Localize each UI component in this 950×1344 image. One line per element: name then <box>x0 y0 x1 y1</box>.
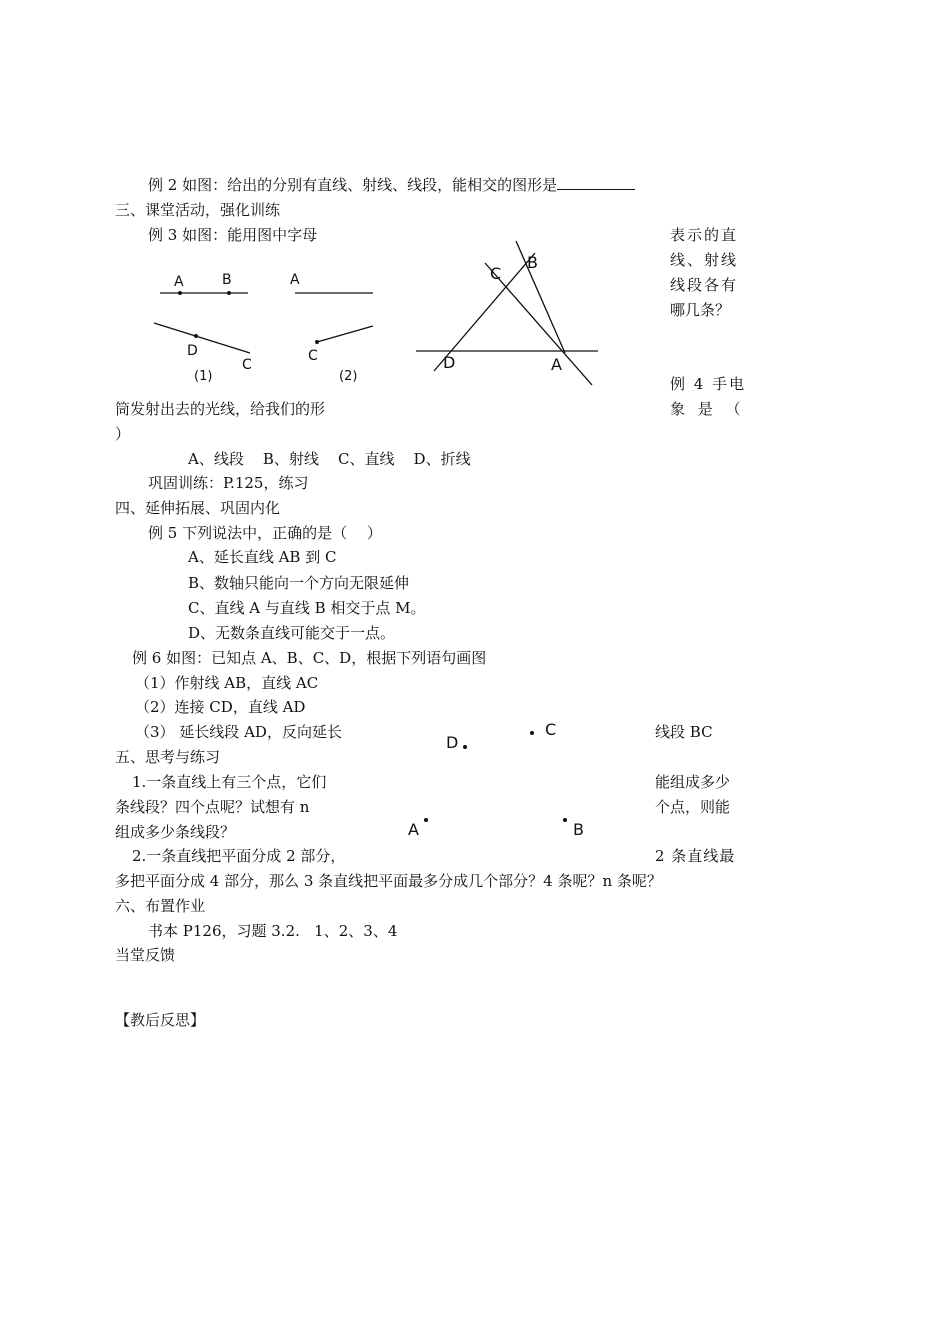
example4-close-paren: ） <box>115 425 131 443</box>
point-a-label: A <box>408 820 419 839</box>
feedback-label: 当堂反馈 <box>115 946 176 964</box>
example4-options: A、线段 B、射线 C、直线 D、折线 <box>188 450 471 468</box>
caption-2: (2) <box>339 369 358 384</box>
homework-text: 书本 P126，习题 3.2. 1、2、3、4 <box>148 922 398 940</box>
segment-dc <box>154 323 250 353</box>
q1-line2-left: 条线段？四个点呢？试想有 n <box>115 798 310 816</box>
example4-text-right-1: 例 4 手电 <box>670 375 747 393</box>
q1-line1-left: 1.一条直线上有三个点，它们 <box>132 773 327 791</box>
point-a-dot <box>178 291 182 295</box>
section4-heading: 四、延伸拓展、巩固内化 <box>115 499 281 517</box>
q1-line2-right: 个点，则能 <box>655 798 731 816</box>
example2-text: 例 2 如图：给出的分别有直线、射线、线段，能相交的图形是 <box>148 176 558 194</box>
reflection-label: 【教后反思】 <box>115 1011 206 1029</box>
label-c: C <box>308 348 318 364</box>
q1-line3: 组成多少条线段？ <box>115 823 236 841</box>
example5-option-b: B、数轴只能向一个方向无限延伸 <box>188 574 410 592</box>
label-a: A <box>290 272 300 288</box>
q2-line2: 多把平面分成 4 部分，那么 3 条直线把平面最多分成几个部分？4 条呢？n 条呢？ <box>115 872 662 890</box>
label-c: C <box>490 264 502 283</box>
label-d: D <box>187 343 198 359</box>
example4-text-right-2: 象 是 （ <box>670 400 741 418</box>
example5-option-a: A、延长直线 AB 到 C <box>188 548 337 566</box>
point-b-dot <box>563 818 567 822</box>
example3-text-right-4: 哪几条？ <box>670 301 731 319</box>
example5-option-c: C、直线 A 与直线 B 相交于点 M。 <box>188 599 426 617</box>
point-b-dot <box>227 291 231 295</box>
segment-ba <box>516 241 565 353</box>
example6-question: 例 6 如图：已知点 A、B、C、D，根据下列语句画图 <box>132 649 487 667</box>
label-d: D <box>443 353 456 372</box>
example5-option-d: D、无数条直线可能交于一点。 <box>188 624 396 642</box>
point-d-label: D <box>446 733 459 752</box>
point-b-label: B <box>573 820 584 839</box>
example3-text-left: 例 3 如图：能用图中字母 <box>148 226 318 244</box>
point-c-dot <box>530 731 534 735</box>
caption-1: (1) <box>194 369 213 384</box>
label-b: B <box>222 272 232 288</box>
example4-text-left: 筒发射出去的光线，给我们的形 <box>115 400 326 418</box>
example6-step3-right: 线段 BC <box>655 723 713 741</box>
label-a: A <box>174 274 184 290</box>
example6-step2: （2）连接 CD，直线 AD <box>135 698 306 716</box>
figure-1 <box>150 265 260 385</box>
example3-text-right-3: 线段各有 <box>670 276 739 294</box>
q2-line1-right: 2 条直线最 <box>655 847 736 865</box>
practice-text: 巩固训练：P.125，练习 <box>148 474 309 492</box>
example6-step3-left: （3） 延长线段 AD，反向延长 <box>135 723 342 741</box>
example3-text-right-1: 表示的直 <box>670 226 739 244</box>
label-c: C <box>242 357 252 373</box>
q1-line1-right: 能组成多少 <box>655 773 731 791</box>
section6-heading: 六、布置作业 <box>115 897 206 915</box>
label-a: A <box>551 355 562 374</box>
example2-line <box>148 175 635 195</box>
answer-blank <box>557 175 635 190</box>
ray-c <box>317 326 373 342</box>
point-c-dot <box>315 340 319 344</box>
example5-question: 例 5 下列说法中，正确的是（ ） <box>148 524 382 542</box>
point-d-dot <box>194 334 198 338</box>
point-a-dot <box>424 818 428 822</box>
example3-text-right-2: 线、射线 <box>670 251 739 269</box>
q2-line1-left: 2.一条直线把平面分成 2 部分， <box>132 847 346 865</box>
section3-heading: 三、课堂活动，强化训练 <box>115 201 281 219</box>
section5-heading: 五、思考与练习 <box>115 748 221 766</box>
example6-step1: （1）作射线 AB，直线 AC <box>135 674 319 692</box>
label-b: B <box>527 253 538 272</box>
figure-3 <box>410 235 610 395</box>
point-d-dot <box>463 745 467 749</box>
point-c-label: C <box>545 720 557 739</box>
figure-2 <box>285 265 385 385</box>
